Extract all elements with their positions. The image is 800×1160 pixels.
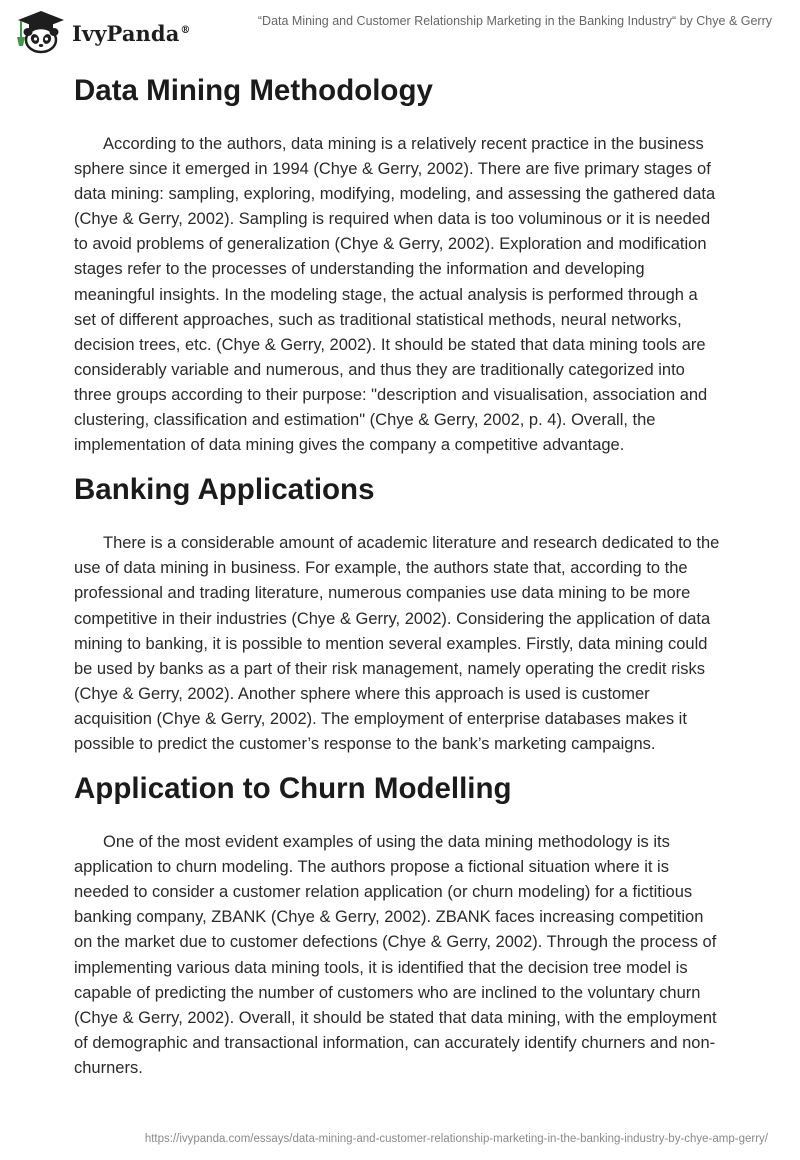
section-heading: Data Mining Methodology xyxy=(74,74,433,107)
page-header xyxy=(0,0,800,60)
panda-graduate-icon xyxy=(14,8,68,54)
section-heading: Banking Applications xyxy=(74,473,375,507)
section-heading: Application to Churn Modelling xyxy=(74,772,512,806)
section-churn-modelling xyxy=(74,768,724,1081)
document-title: “Data Mining and Customer Relationship Marketing in the Banking Industry“ by Chye & Gerry xyxy=(257,14,772,28)
article-body xyxy=(74,70,724,1092)
section-banking-applications xyxy=(74,469,724,757)
section-paragraph: One of the most evident examples of using the data mining methodology is its application to churn modeling. The authors propose a fictional situation where it is needed to consider a customer relation application (or churn modeling) for a fictitious banking company, ZBANK (Chye & Gerry, 2002). ZBANK faces increasing competition on the market due to customer defections (Chye & Gerry, 2002). Through the process of implementing various data mining tools, it is identified that the decision tree model is capable of predicting the number of customers who are inclined to the voluntary churn (Chye & Gerry, 2002). Overall, it should be stated that data mining, with the employment of demographic and transactional information, can accurately identify churners and non-churners. xyxy=(74,833,717,1077)
section-data-mining-methodology xyxy=(74,70,724,458)
brand-logo[interactable] xyxy=(14,8,191,54)
section-paragraph: There is a considerable amount of academic literature and research dedicated to the use of data mining in business. For example, the authors state that, according to the professional and trading literature, numerous companies use data mining to be more competitive in their industries (Chye & Gerry, 2002). Considering the application of data mining to banking, it is possible to mention several examples. Firstly, data mining could be used by banks as a part of their risk management, namely operating the credit risks (Chye & Gerry, 2002). Another sphere where this approach is used is customer acquisition (Chye & Gerry, 2002). The employment of enterprise databases makes it possible to predict the customer’s response to the bank’s marketing campaigns. xyxy=(74,534,720,753)
brand-name: IvyPanda® xyxy=(72,20,191,46)
source-url-link[interactable]: https://ivypanda.com/essays/data-mining-and-customer-relationship-marketing-in-the-banking-industry-by-chye-amp-gerry/ xyxy=(144,1133,768,1145)
section-paragraph: According to the authors, data mining is a relatively recent practice in the business sphere since it emerged in 1994 (Chye & Gerry, 2002). There are five primary stages of data mining: sampling, exploring, modifying, modeling, and assessing the gathered data (Chye & Gerry, 2002). Sampling is required when data is too voluminous or it is needed to avoid problems of generalization (Chye & Gerry, 2002). Exploration and modification stages refer to the processes of understanding the information and developing meaningful insights. In the modeling stage, the actual analysis is performed through a set of different approaches, such as traditional statistical methods, neural networks, decision trees, etc. (Chye & Gerry, 2002). It should be stated that data mining tools are considerably variable and numerous, and thus they are traditionally categorized into three groups according to their purpose: "description and visualisation, association and clustering, classification and estimation" (Chye & Gerry, 2002, p. 4). Overall, the implementation of data mining gives the company a competitive advantage. xyxy=(74,135,716,455)
